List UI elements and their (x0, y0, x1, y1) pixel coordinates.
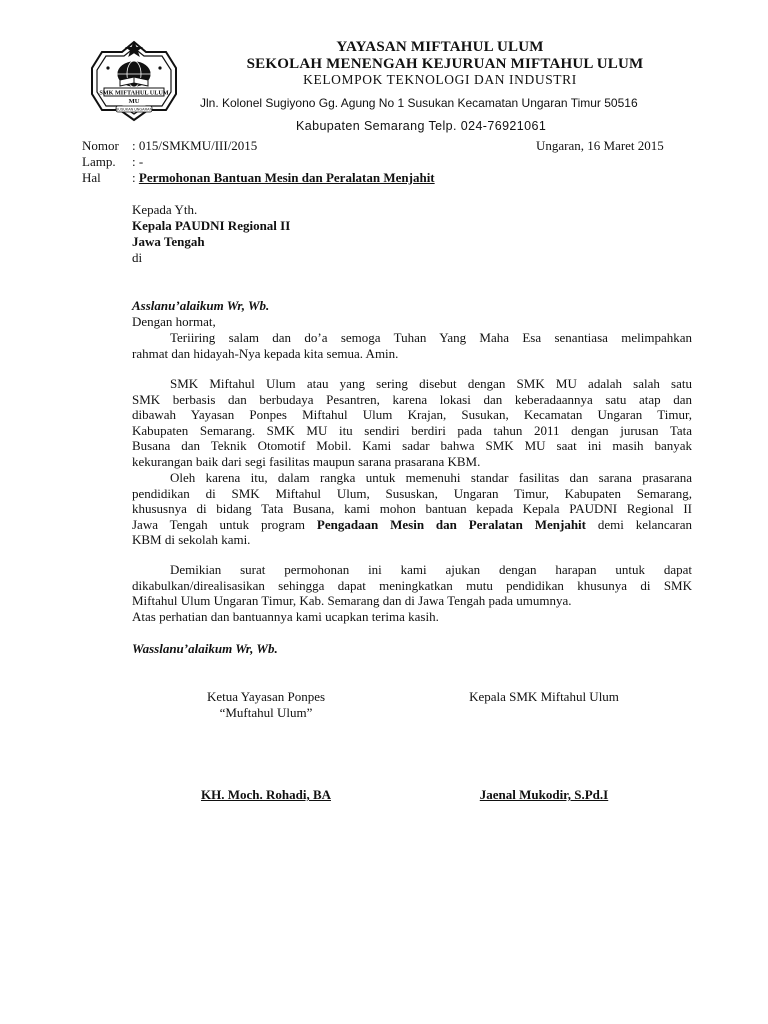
paragraph-line: dibawah Yayasan Ponpes Miftahul Ulum Krajan, Susukan, Kecamatan Ungaran Timur, (132, 407, 692, 422)
paragraph-line: dikabulkan/direalisasikan sehingga dapat meningkatkan mutu pendidikan khusunya di SMK (132, 577, 692, 593)
letter-date: Ungaran, 16 Maret 2015 (536, 138, 664, 153)
paragraph-line: SMK berbasis dan berbudaya Pesantren, karena lokasi dan keberadaannya satu atap dan (132, 391, 692, 407)
left-signer-title-2: “Muftahul Ulum” (219, 705, 313, 720)
left-signer-name: KH. Moch. Rohadi, BA (200, 787, 331, 802)
recipient-name: Kepala PAUDNI Regional II (132, 218, 291, 233)
group-name: KELOMPOK TEKNOLOGI DAN INDUSTRI (303, 72, 577, 87)
closing-thanks: Atas perhatian dan bantuannya kami ucapkan terima kasih. (132, 609, 439, 624)
school-name: SEKOLAH MENENGAH KEJURUAN MIFTAHUL ULUM (246, 56, 644, 72)
program-name: Pengadaan Mesin dan Peralatan Menjahit (316, 516, 586, 532)
hal-value (132, 170, 435, 186)
logo-name-text: SMK MIFTAHUL ULUM (99, 89, 169, 97)
left-signer-title: Ketua Yayasan Ponpes (206, 689, 326, 704)
hal-label: Hal (82, 170, 101, 185)
foundation-name: YAYASAN MIFTAHUL ULUM (336, 39, 544, 55)
paragraph-2 (132, 376, 692, 469)
right-signer-name: Jaenal Mukodir, S.Pd.I (479, 787, 609, 802)
opening: Dengan hormat, (132, 314, 216, 329)
paragraph-line: Teriiring salam dan do’a semoga Tuhan Yang Maha Esa senantiasa melimpahkan (170, 330, 692, 345)
right-signer-title: Kepala SMK Miftahul Ulum (469, 689, 619, 704)
hal-subject: Permohonan Bantuan Mesin dan Peralatan Menjahit (138, 170, 435, 185)
nomor-label: Nomor (82, 138, 119, 153)
recipient-di: di (132, 250, 143, 265)
paragraph-line: rahmat dan hidayah-Nya kepada kita semua. Amin. (132, 345, 399, 361)
program-text-after: demi kelancaran (586, 516, 692, 532)
paragraph-line: Busana dan Teknik Otomotif Mobil. Kami sadar bahwa SMK MU saat ini masih banyak (132, 438, 692, 453)
paragraph-line: KBM di sekolah kami. (132, 532, 251, 547)
closing-greeting: Wasslanu’alaikum Wr, Wb. (132, 641, 278, 656)
lamp-value: : - (132, 154, 144, 169)
paragraph-1 (132, 330, 692, 361)
greeting: Asslanu’alaikum Wr, Wb. (132, 298, 270, 313)
paragraph-3 (132, 470, 692, 548)
logo-place-text: SUSUKAN UNGARAN (115, 107, 153, 112)
paragraph-line: SMK Miftahul Ulum atau yang sering disebut dengan SMK MU adalah salah satu (170, 376, 692, 391)
paragraph-line: khususnya di bidang Tata Busana, kami mohon bantuan kepada Kepala PAUDNI Regional II (132, 501, 692, 516)
hal-colon: : (132, 170, 139, 185)
lamp-label: Lamp. (82, 154, 116, 169)
school-address: Jln. Kolonel Sugiyono Gg. Agung No 1 Susukan Kecamatan Ungaran Timur 50516 (200, 96, 638, 110)
recipient-kepada: Kepada Yth. (132, 202, 198, 217)
program-text-before: Jawa Tengah untuk program (132, 516, 317, 532)
nomor-value: : 015/SMKMU/III/2015 (132, 138, 258, 153)
paragraph-line: pendidikan di SMK Miftahul Ulum, Sususkan, Ungaran Timur, Kabupaten Semarang, (132, 485, 692, 501)
school-city-phone: Kabupaten Semarang Telp. 024-76921061 (296, 119, 547, 133)
paragraph-line: Miftahul Ulum Ungaran Timur, Kab. Semarang dan di Jawa Tengah pada umumnya. (132, 593, 572, 608)
school-logo-icon (86, 38, 182, 124)
paragraph-line: Oleh karena itu, dalam rangka untuk memenuhi standar fasilitas dan sarana prasarana (170, 470, 692, 485)
logo-abbr-text: MU (128, 98, 140, 105)
paragraph-line-program (132, 517, 692, 533)
paragraph-line: Demikian surat permohonan ini kami ajukan dengan harapan untuk dapat (170, 562, 692, 577)
paragraph-line: Kabupaten Semarang. SMK MU itu sendiri berdiri pada tahun 2011 dengan jurusan Tata (132, 422, 692, 438)
paragraph-line: kekurangan baik dari segi fasilitas maupun sarana prasarana KBM. (132, 453, 481, 469)
recipient-region: Jawa Tengah (132, 234, 205, 249)
paragraph-4 (132, 562, 692, 609)
